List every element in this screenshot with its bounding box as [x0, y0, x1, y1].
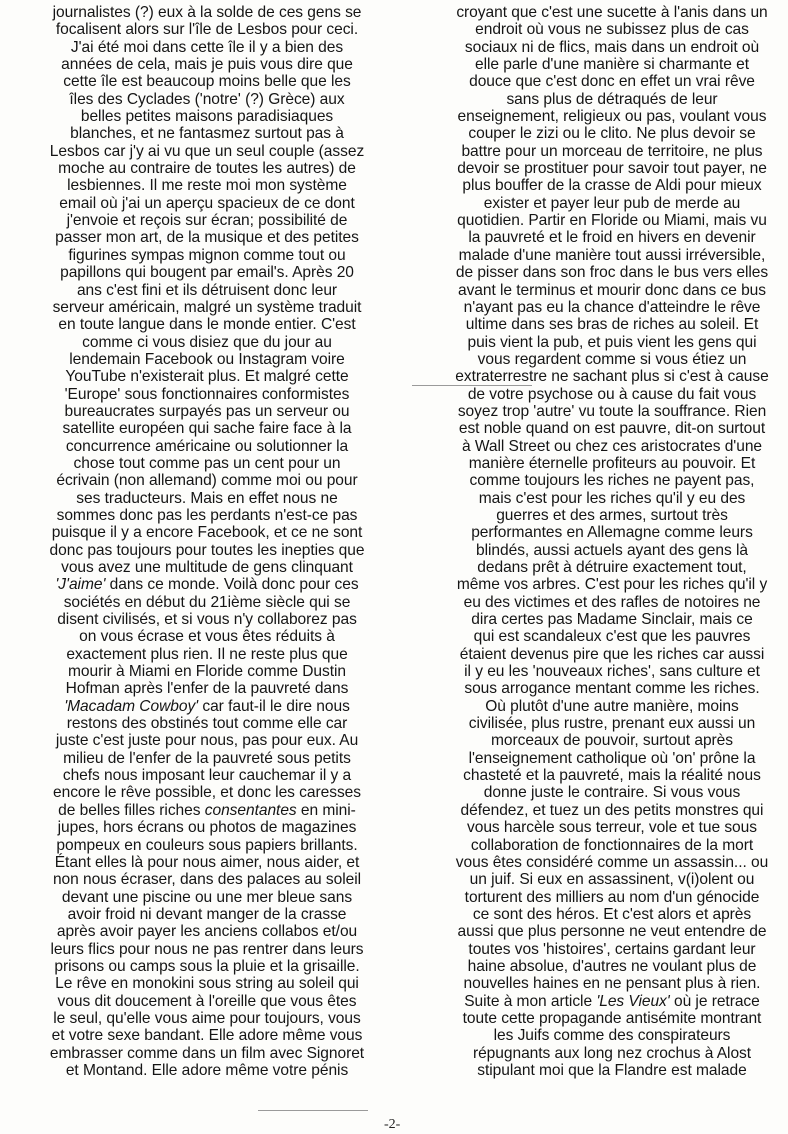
text-line: croyant que c'est une sucette à l'anis dans un — [456, 4, 768, 21]
text-line: blindés, aussi actuels ayant des gens là — [476, 541, 748, 559]
text-line: devant une piscine ou une mer bleue sans — [61, 888, 353, 906]
text-line: écrivain (non allemand) comme moi ou pour — [56, 472, 358, 490]
text-line: sociaux ni de flics, mais dans un endroit où — [464, 38, 760, 56]
text-line: répugnants aux long nez crochus à Alost — [472, 1044, 752, 1062]
text-line: guerres et des armes, surtout très — [496, 506, 728, 524]
text-line: juste c'est juste pour nous, pas pour eux. Au — [55, 732, 359, 750]
text-line: Lesbos car j'y ai vu que un seul couple (assez — [49, 142, 365, 160]
text-line: à Wall Street ou chez ces aristocrates d'une — [461, 437, 763, 455]
text-line: stipulant moi que la Flandre est malade — [477, 1061, 747, 1079]
text-line: manière éternelle profiteurs au pouvoir. Et — [468, 454, 756, 472]
text-line: on vous écrase et vous êtes réduits à — [79, 628, 335, 646]
text-line: email où j'ai un aperçu spacieux de ce dont — [59, 194, 355, 212]
text-line: concurrence américaine ou solutionner la — [65, 437, 349, 455]
text-line: l'enseignement catholique où 'on' prône la — [468, 749, 756, 767]
text-line: malade d'une manière tout aussi irréversible, — [458, 246, 766, 264]
text-line: restons des obstinés tout comme elle car — [66, 715, 348, 733]
text-line: 'J'aime' dans ce monde. Voilà donc pour ces — [55, 576, 359, 594]
text-line: de pisser dans son froc dans le bus vers elles — [455, 264, 769, 282]
text-line: avant le terminus et mourir donc dans ce bus — [457, 281, 767, 299]
text-line: vous dit doucement à l'oreille que vous êtes — [57, 992, 357, 1010]
text-line: toute cette propagande antisémite montrant — [462, 1009, 762, 1027]
text-line: îles des Cyclades ('notre' (?) Grèce) aux — [69, 90, 345, 108]
text-line: Le rêve en monokini sous string au soleil qui — [55, 975, 359, 993]
text-line: vous avez une multitude de gens clinquant — [61, 559, 353, 576]
text-line: battre pour un morceau de territoire, ne plus — [461, 142, 763, 160]
text-line: exactement plus rien. Il ne reste plus que — [66, 645, 348, 663]
text-line: Hofman après l'enfer de la pauvreté dans — [65, 680, 349, 698]
page-number: -2- — [384, 1117, 401, 1132]
text-line: sans plus de détraqués de leur — [506, 90, 718, 108]
text-line: chefs nous imposant leur cauchemar il y a — [62, 767, 352, 785]
text-line: et Montand. Elle adore même votre pénis — [65, 1061, 349, 1079]
text-line: lesbiennes. Il me reste moi mon système — [67, 177, 347, 195]
text-line: cette île est beaucoup moins belle que les — [63, 73, 351, 91]
text-line: dira certes pas Madame Sinclair, mais ce — [471, 611, 753, 629]
text-line: puisque il y a encore Facebook, et ce ne sont — [51, 524, 363, 542]
text-line: ses traducteurs. Mais en effet nous ne — [76, 489, 338, 507]
text-line: focalisent alors sur l'île de Lesbos pour ceci. — [55, 21, 359, 39]
text-line: exister et payer leur pub de merde au — [483, 194, 741, 212]
text-line: belles petites maisons paradisiaques — [80, 108, 334, 126]
text-line: mais c'est pour les riches qu'il y eu des — [478, 489, 746, 507]
text-line: douce que c'est donc en effet un vrai rêve — [469, 73, 755, 91]
text-line: quotidien. Partir en Floride ou Miami, mais vu — [457, 212, 767, 230]
text-line: J'ai été moi dans cette île il y a bien des — [70, 38, 344, 56]
text-line: encore le rêve possible, et donc les caresses — [53, 784, 361, 802]
text-line: donc pas toujours pour toutes les inepties que — [49, 541, 365, 559]
text-line: un juif. Si eux en assassinent, v(i)olent ou — [469, 871, 755, 889]
text-line: jupes, hors écrans ou photos de magazines — [57, 819, 357, 837]
text-line: haine absolue, d'autres ne voulant plus de — [467, 957, 757, 975]
text-line: Suite à mon article 'Les Vieux' où je retrace — [464, 992, 760, 1010]
text-line: ce sont des héros. Et c'est alors et après — [472, 905, 752, 923]
text-line: soyez trop 'autre' vu toute la souffrance. Rien — [457, 402, 767, 420]
scan-line-right — [412, 385, 532, 386]
text-line: toutes vos 'histoires', certains gardant leur — [468, 940, 756, 958]
text-line: morceaux de pouvoir, surtout après — [490, 732, 733, 750]
text-line: chasteté et la pauvreté, mais la réalité nous — [463, 767, 761, 785]
text-line: années de cela, mais je puis vous dire que — [61, 56, 353, 74]
text-line: il y eu les 'nouveaux riches', sans culture et — [464, 663, 760, 681]
text-line: Où plutôt d'une autre manière, moins — [485, 697, 739, 715]
text-line: la pauvreté et le froid en hivers en devenir — [468, 229, 756, 247]
text-line: sociétés en début du 21ième siècle qui se — [63, 593, 351, 611]
text-line: serveur américain, malgré un système traduit — [52, 298, 362, 316]
text-line: étaient devenus pire que les riches car aussi — [459, 645, 765, 663]
text-line: papillons qui bougent par email's. Après 20 — [60, 264, 354, 282]
text-line: mourir à Miami en Floride comme Dustin — [67, 663, 347, 681]
text-line: torturent des milliers au nom d'un génocide — [464, 888, 760, 906]
text-line: embrasser comme dans un film avec Signoret — [49, 1044, 365, 1062]
text-line: eu des victimes et des rafles de notoires ne — [463, 593, 761, 611]
text-line: passer mon art, de la musique et des petites — [55, 229, 359, 247]
text-line: bureaucrates surpayés pas un serveur ou — [64, 402, 350, 420]
right-text-column — [445, 4, 779, 1079]
text-line: prisons ou camps sous la pluie et la grisaille. — [54, 957, 360, 975]
text-line: puis vient la pub, et puis vient les gens qui — [467, 333, 757, 351]
text-line: sommes donc pas les perdants n'est-ce pas — [56, 506, 358, 524]
text-line: ultime dans ses bras de riches au soleil. Et — [465, 316, 759, 334]
text-line: moche au contraire de toutes les autres) de — [58, 160, 356, 178]
text-line: performantes en Allemagne comme leurs — [471, 524, 753, 542]
text-line: j'envoie et reçois sur écran; possibilité de — [66, 212, 348, 230]
text-line: n'ayant pas eu la chance d'atteindre le rêve — [463, 298, 761, 316]
text-line: figurines sympas mignon comme tout ou — [68, 246, 346, 264]
text-line: journalistes (?) eux à la solde de ces gens se — [52, 4, 362, 21]
left-text-column — [31, 4, 383, 1079]
text-line: défendez, et tuez un des petits monstres qui — [460, 801, 764, 819]
text-line: donne juste le contraire. Si vous vous — [483, 784, 741, 802]
text-line: chose tout comme pas un cent pour un — [73, 454, 341, 472]
text-line: endroit où vous ne subissez plus de cas — [475, 21, 749, 39]
text-line: les Juifs comme des conspirateurs — [493, 1027, 731, 1045]
text-line: ans c'est fini et ils détruisent donc leur — [76, 281, 338, 299]
text-line: non nous écraser, dans des palaces au soleil — [52, 871, 362, 889]
text-line: aussi que plus personne ne veut entendre de — [457, 923, 767, 941]
text-line: sous arrogance mentant comme les riches. — [464, 680, 760, 698]
text-line: le seul, qu'elle vous aime pour toujours, vous — [53, 1009, 361, 1027]
text-line: leurs flics pour nous ne pas rentrer dans leurs — [50, 940, 364, 958]
text-line: en toute langue dans le monde entier. C'est — [58, 316, 356, 334]
text-line: dedans prêt à détruire exactement tout, — [477, 559, 747, 576]
text-line: de votre psychose ou à cause du fait vous — [467, 385, 757, 403]
text-line: est noble quand on est pauvre, dit-on surtout — [458, 420, 766, 438]
text-line: blanches, et ne fantasmez surtout pas à — [70, 125, 344, 143]
text-line: 'Macadam Cowboy' car faut-il le dire nous — [64, 697, 350, 715]
text-line: Étant elles là pour nous aimer, nous aider, et — [54, 853, 360, 871]
text-line: même vos arbres. C'est pour les riches qu'il y — [456, 576, 768, 594]
text-line: vous regardent comme si vous étiez un — [477, 350, 747, 368]
text-line: satellite européen qui sache faire face à la — [62, 420, 352, 438]
text-line: devoir se prostituer pour savoir tout payer, ne — [457, 160, 767, 178]
text-line: 'Europe' sous fonctionnaires conformistes — [64, 385, 350, 403]
text-line: milieu de l'enfer de la pauvreté sous petits — [63, 749, 351, 767]
text-line: elle parle d'une manière si charmante et — [474, 56, 750, 74]
text-line: avoir froid ni devant manger de la crasse — [67, 905, 347, 923]
text-line: comme toujours les riches ne payent pas, — [469, 472, 755, 490]
text-line: YouTube n'existerait plus. Et malgré cette — [65, 368, 349, 386]
text-line: couper le zizi ou le clito. Ne plus devoir se — [468, 125, 756, 143]
text-line: pompeux en couleurs sous papiers brillants. — [56, 836, 358, 854]
scan-line-left — [258, 1110, 368, 1111]
text-line: après avoir payer les anciens collabos et/ou — [56, 923, 358, 941]
text-line: qui est scandaleux c'est que les pauvres — [473, 628, 751, 646]
text-line: collaboration de fonctionnaires de la mort — [470, 836, 754, 854]
text-line: vous êtes considéré comme un assassin... ou — [455, 853, 769, 871]
text-line: civilisée, plus rustre, prenant eux aussi un — [468, 715, 756, 733]
text-line: extraterrestre ne sachant plus si c'est à cause — [455, 368, 769, 386]
text-line: et votre sexe bandant. Elle adore même vous — [51, 1027, 363, 1045]
text-line: de belles filles riches consentantes en mini- — [58, 801, 356, 819]
text-line: vous harcèle sous terreur, vole et tue sous — [467, 819, 757, 837]
text-line: disent civilisés, et si vous n'y collaborez pas — [57, 611, 357, 629]
text-line: plus bouffer de la crasse de Aldi pour mieux — [462, 177, 762, 195]
text-line: nouvelles haines en ne pensant plus à rien. — [463, 975, 761, 993]
text-line: enseignement, religieux ou pas, voulant vous — [457, 108, 767, 126]
text-line: lendemain Facebook ou Instagram voire — [69, 350, 345, 368]
text-line: comme ci vous disiez que du jour au — [82, 333, 332, 351]
